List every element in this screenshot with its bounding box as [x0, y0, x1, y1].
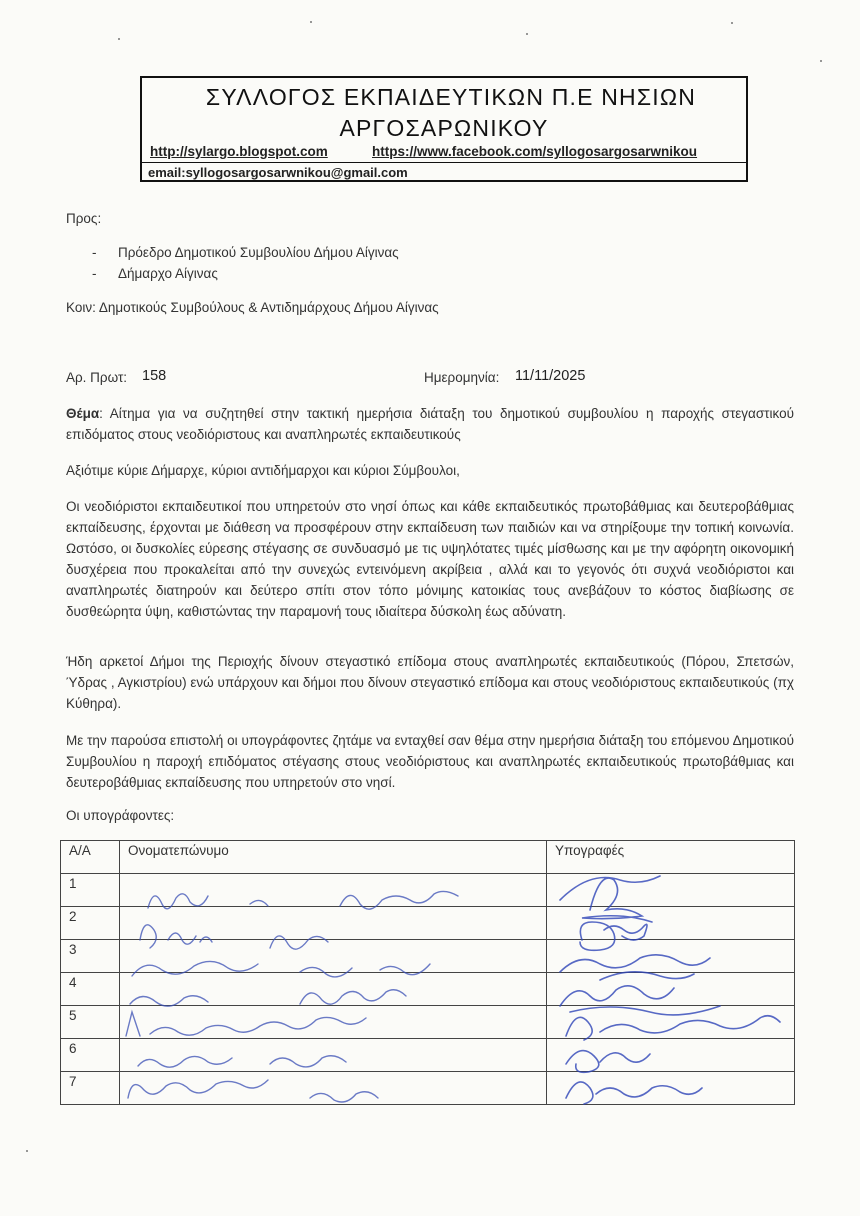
recipient-item-1: Πρόεδρο Δημοτικού Συμβουλίου Δήμου Αίγινας	[118, 245, 399, 260]
col-header-name: Ονοματεπώνυμο	[120, 841, 547, 874]
scan-speck	[731, 22, 733, 24]
handwritten-name-6	[138, 1056, 346, 1067]
handwritten-name-5	[126, 1012, 366, 1036]
subject-label: Θέμα	[66, 406, 100, 421]
handwritten-name-4	[130, 990, 406, 1006]
signature-1	[560, 876, 660, 922]
email-address: email:syllogosargosarwnikou@gmail.com	[142, 162, 746, 182]
recipient-bullet-2: -	[92, 266, 97, 281]
row-number: 4	[61, 973, 120, 1006]
recipient-item-2: Δήμαρχο Αίγινας	[118, 266, 218, 281]
scan-speck	[820, 60, 822, 62]
handwritten-name-7	[128, 1080, 378, 1102]
signature-3	[560, 955, 710, 980]
row-number: 3	[61, 940, 120, 973]
signature-2	[580, 922, 647, 950]
recipients-label: Προς:	[66, 211, 102, 226]
facebook-link[interactable]: https://www.facebook.com/syllogosargosarwnikou	[372, 144, 698, 159]
scan-speck	[526, 33, 528, 35]
row-number: 1	[61, 874, 120, 907]
col-header-number: Α/Α	[61, 841, 120, 874]
signature-5	[566, 1016, 780, 1040]
handwritten-name-3	[132, 961, 430, 976]
row-number: 6	[61, 1039, 120, 1072]
signature-7	[566, 1082, 702, 1104]
org-name-line2: ΑΡΓΟΣΑΡΩΝΙΚΟΥ	[339, 115, 549, 141]
handwritten-name-1	[148, 891, 458, 909]
body-paragraph-1: Οι νεοδιόριστοι εκπαιδευτικοί που υπηρετούν στο νησί όπως και κάθε εκπαιδευτικός πρωτοβάθμιας και δευτεροβάθμιας εκπαίδευσης, έρχονται με διάθεση να προσφέρουν στην εκπαίδευση των παιδιών και να στηρίξουμε την τοπική κοινωνία. Ωστόσο, οι δυσκολίες εύρεσης στέγασης σε συνδυασμό με τις υψηλότατες τιμές μίσθωσης και με την αφόρητη οικονομική δυσχέρεια που προκαλείται από την συνεχώς εντεινόμενη ακρίβεια , αλλά και το γεγονός ότι συχνά νεοδιόριστοι και αναπληρωτές διατηρούν και δεύτερο σπίτι στον τόπο μόνιμης κατοικίας τους ανεβάζουν το κόστος διαβίωσης σε δυσθεώρητα ύψη, καθιστώντας την παραμονή τους ιδιαίτερα δύσκολη έως αδύνατη.	[66, 499, 794, 619]
row-number: 2	[61, 907, 120, 940]
scan-speck	[118, 38, 120, 40]
recipient-bullet-1: -	[92, 245, 97, 260]
scan-speck	[26, 1150, 28, 1152]
subject-text: : Αίτημα για να συζητηθεί στην τακτική ημερήσια διάταξη του δημοτικού συμβουλίου η παροχής στεγαστικού επιδόματος στους νεοδιόριστους και αναπληρωτές εκπαιδευτικούς	[66, 406, 794, 442]
cc-line: Κοιν: Δημοτικούς Συμβούλους & Αντιδημάρχους Δήμου Αίγινας	[66, 300, 439, 315]
row-number: 5	[61, 1006, 120, 1039]
date-value: 11/11/2025	[515, 368, 586, 384]
col-header-signature: Υπογραφές	[547, 841, 795, 874]
greeting: Αξιότιμε κύριε Δήμαρχε, κύριοι αντιδήμαρχοι και κύριοι Σύμβουλοι,	[66, 463, 460, 478]
protocol-label: Αρ. Πρωτ:	[66, 370, 128, 385]
org-name-line1: ΣΥΛΛΟΓΟΣ ΕΚΠΑΙΔΕΥΤΙΚΩΝ Π.Ε ΝΗΣΙΩΝ	[205, 84, 697, 110]
blog-link[interactable]: http://sylargo.blogspot.com	[150, 144, 328, 159]
signers-label: Οι υπογράφοντες:	[66, 808, 175, 823]
signature-4	[560, 986, 720, 1015]
protocol-number: 158	[142, 368, 167, 384]
handwritten-name-2	[140, 925, 328, 949]
row-number: 7	[61, 1072, 120, 1105]
body-paragraph-3: Με την παρούσα επιστολή οι υπογράφοντες ζητάμε να ενταχθεί σαν θέμα στην ημερήσια διάταξη του επόμενου Δημοτικού Συμβουλίου η παροχή επιδόματος στέγασης στους νεοδιόριστους και αναπληρωτές εκπαιδευτικούς πρωτοβάθμιας και δευτεροβάθμιας εκπαίδευσης που υπηρετούν στο νησί.	[66, 733, 794, 790]
scan-speck	[310, 21, 312, 23]
body-paragraph-2: Ήδη αρκετοί Δήμοι της Περιοχής δίνουν στεγαστικό επίδομα στους αναπληρωτές εκπαιδευτικούς (Πόρου, Σπετσών, Ύδρας , Αγκιστρίου) ενώ υπάρχουν και δήμοι που δίνουν στεγαστικό επίδομα και στους νεοδιόριστους εκπαιδευτικούς (πχ Κύθηρα).	[66, 654, 794, 711]
date-label: Ημερομηνία:	[424, 370, 500, 385]
signature-6	[566, 1051, 650, 1073]
